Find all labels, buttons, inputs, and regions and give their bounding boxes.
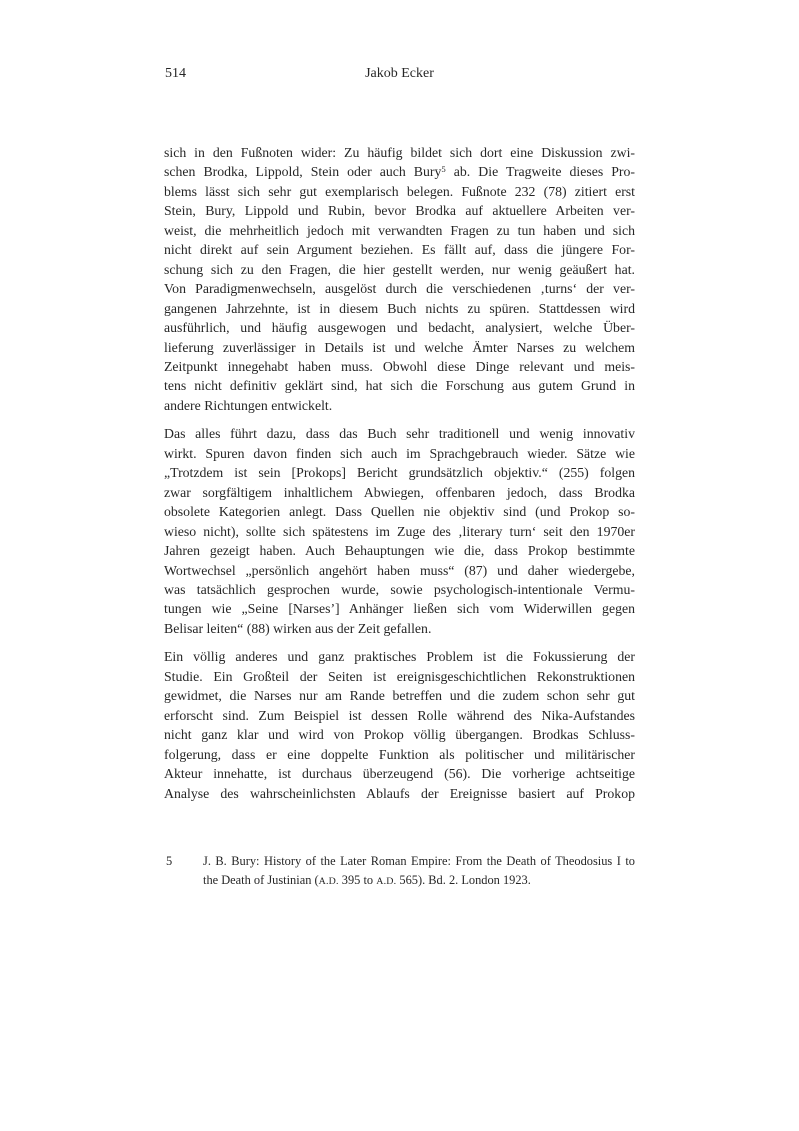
text-line: Belisar leiten“ (88) wirken aus der Zeit gefallen. [164,620,432,636]
text-line: schung sich zu den Fragen, die hier gestellt werden, nur wenig geäußert hat. [164,261,635,277]
text-line: „Trotzdem ist sein [Prokops] Bericht grundsätzlich objektiv.“ (255) folgen [164,465,635,481]
text-line: ausführlich, und häufig ausgewogen und bedacht, analysiert, welche Über- [164,320,635,336]
text-line: blems lässt sich sehr gut exemplarisch belegen. Fußnote 232 (78) zitiert erst [164,183,635,199]
text-line: Stein, Bury, Lippold und Rubin, bevor Brodka auf aktuellere Arbeiten ver- [164,203,635,219]
text-line: gangenen Jahrzehnte, ist in diesem Buch nichts zu spüren. Stattdessen wird [164,300,635,316]
footnote-line: J. B. Bury: History of the Later Roman Empire: From the Death of Theodosius I to [203,854,635,868]
body-text [164,143,635,812]
text-line: Akteur innehatte, ist durchaus überzeugend (56). Die vorherige achtseitige [164,766,635,782]
text-segment: schen Brodka, Lippold, Stein oder auch Bury [164,164,442,180]
footnote-line [203,871,635,892]
text-line: gewidmet, die Narses nur am Rande betreffen und die zudem schon sehr gut [164,688,635,704]
text-line: sich in den Fußnoten wider: Zu häufig bildet sich dort eine Diskussion zwi- [164,145,635,160]
small-caps-ad: A.D. [318,875,339,887]
paragraph [164,424,635,638]
small-caps-ad: A.D. [376,875,397,887]
text-line: Wortwechsel „persönlich angehört haben muss“ (87) und daher wiedergebe, [164,562,635,578]
text-line: nicht direkt auf sein Argument beziehen. Es fällt auf, dass die jüngere For- [164,242,635,258]
paragraph [164,647,635,803]
text-line: Von Paradigmenwechseln, ausgelöst durch die verschiedenen ‚turns‘ der ver- [164,281,635,297]
footnote-reference-5: 5 [441,164,446,175]
text-line: was tatsächlich gesprochen wurde, sowie psychologisch-intentionale Vermu- [164,581,635,597]
text-segment: 395 to [338,872,377,887]
text-line: wieso nicht), sollte sich spätestens im Zuge des ‚literary turn‘ seit den 1970er [164,523,635,539]
text-line [164,162,635,181]
paragraph [164,143,635,415]
text-segment: 565). Bd. 2. London 1923. [396,872,531,887]
text-line: folgerung, dass er eine doppelte Funktion als politischer und militärischer [164,746,635,762]
footnotes-section [164,852,635,891]
text-line: Ein völlig anderes und ganz praktisches Problem ist die Fokussierung der [164,649,635,665]
text-line: nicht ganz klar und wird von Prokop völlig übergangen. Brodkas Schluss- [164,727,635,743]
page-header [164,66,635,86]
text-line: andere Richtungen entwickelt. [164,397,333,413]
text-line: wirkt. Spuren davon finden sich auch im Sprachgebrauch wieder. Sätze wie [164,445,635,461]
text-line: Zeitpunkt innegehabt haben muss. Obwohl diese Dinge relevant und meis- [164,358,635,374]
text-line: Jahren gezeigt haben. Auch Behauptungen wie die, dass Prokop bestimmte [164,543,635,559]
footnote-number: 5 [166,854,173,868]
running-head: Jakob Ecker [365,66,434,81]
text-line: Das alles führt dazu, dass das Buch sehr traditionell und wenig innovativ [164,426,635,442]
page-number: 514 [165,66,186,81]
text-line: tungen wie „Seine [Narses’] Anhänger ließen sich vom Widerwillen gegen [164,601,635,617]
text-line: weist, die mehrheitlich jedoch mit verwandten Fragen zu tun haben und sich [164,222,635,238]
text-segment: the Death of Justinian ( [203,872,319,887]
text-line: erforscht sind. Zum Beispiel ist dessen Rolle während des Nika-Aufstandes [164,707,635,723]
text-line: Analyse des wahrscheinlichsten Ablaufs der Ereignisse basiert auf Prokop [164,785,635,801]
text-line: Studie. Ein Großteil der Seiten ist ereignisgeschichtlichen Rekonstruktionen [164,668,635,684]
text-line: lieferung zuverlässiger in Details ist und welche Ämter Narses zu welchem [164,339,635,355]
text-line: tens nicht definitiv geklärt sind, hat sich die Forschung aus gutem Grund in [164,378,635,394]
text-line: obsolete Kategorien anlegt. Dass Quellen nie objektiv sind (und Prokop so- [164,504,635,520]
text-line: zwar sorgfältigem inhaltlichem Abwiegen, offenbaren jedoch, dass Brodka [164,484,635,500]
footnote [164,852,635,891]
text-segment: ab. Die Tragweite dieses Pro- [445,164,635,180]
